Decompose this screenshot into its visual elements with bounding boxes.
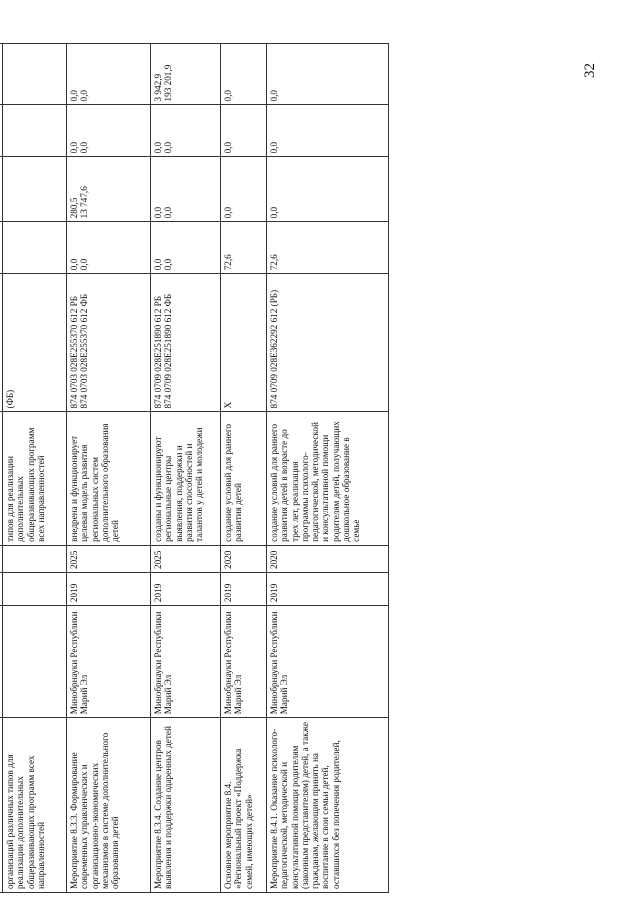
start-year-cell: 2019	[267, 573, 389, 606]
amount-2022-cell	[3, 44, 67, 105]
budget-classification-cell: (ФБ)	[3, 274, 67, 412]
amount-2020-cell: 0,0 0,0	[151, 157, 221, 222]
amount-2019-cell: 0,0 0,0	[151, 222, 221, 274]
table-row	[3, 44, 67, 893]
budget-classification-cell: 874 0709 028E251890 612 РБ 874 0709 028E251890 612 ФБ	[151, 274, 221, 412]
end-year-cell	[3, 545, 67, 572]
start-year-cell	[3, 573, 67, 606]
activity-name-cell: организаций различных типов для реализации дополнительных общеразвивающих программ всех направленностей	[3, 718, 67, 893]
rotated-table-container	[0, 43, 622, 893]
amount-2022-cell: 0,0	[221, 44, 267, 105]
table-row	[151, 44, 221, 893]
responsible-executor-cell: Минобрнауки Республики Марий Эл	[221, 606, 267, 718]
amount-2019-cell: 72,6	[267, 222, 389, 274]
budget-classification-cell: 874 0703 028E255370 612 РБ 874 0703 028E255370 612 ФБ	[67, 274, 151, 412]
amount-2019-cell	[3, 222, 67, 274]
activity-name-cell: Основное мероприятие 8.4. «Региональный проект «Поддержка семей, имеющих детей»	[221, 718, 267, 893]
amount-2021-cell	[3, 105, 67, 157]
amount-2021-cell: 0,0 0,0	[67, 105, 151, 157]
amount-2021-cell: 0,0	[221, 105, 267, 157]
activity-name-cell: Мероприятие 8.3.3. Формирование современных управленческих и организационно-экономических механизмов в системе дополнительного образования детей	[67, 718, 151, 893]
start-year-cell: 2019	[67, 573, 151, 606]
activity-name-cell: Мероприятие 8.3.4. Создание центров выявления и поддержки одаренных детей	[151, 718, 221, 893]
budget-classification-cell: X	[221, 274, 267, 412]
page-number: 32	[582, 63, 598, 78]
end-year-cell: 2020	[267, 545, 389, 572]
amount-2022-cell: 3 942,9 193 201,9	[151, 44, 221, 105]
budget-table	[0, 43, 389, 893]
amount-2019-cell: 0,0 0,0	[67, 222, 151, 274]
budget-classification-cell: 874 0709 028E362292 612 (РБ)	[267, 274, 389, 412]
start-year-cell: 2019	[221, 573, 267, 606]
responsible-executor-cell: Минобрнауки Республики Марий Эл	[67, 606, 151, 718]
expected-result-cell: типов для реализации дополнительных общеразвивающих программ всех направленностей	[3, 412, 67, 545]
responsible-executor-cell: Минобрнауки Республики Марий Эл	[267, 606, 389, 718]
amount-2019-cell: 72,6	[221, 222, 267, 274]
table-body	[3, 44, 389, 893]
expected-result-cell: создание условий для раннего развития детей	[221, 412, 267, 545]
amount-2020-cell: 280,5 13 747,6	[67, 157, 151, 222]
end-year-cell: 2025	[67, 545, 151, 572]
expected-result-cell: созданы и функционируют региональные центры выявления, поддержки и развития способностей и талантов у детей и молодежи	[151, 412, 221, 545]
table-row	[267, 44, 389, 893]
responsible-executor-cell	[3, 606, 67, 718]
table-row	[67, 44, 151, 893]
amount-2020-cell: 0,0	[267, 157, 389, 222]
amount-2022-cell: 0,0 0,0	[67, 44, 151, 105]
activity-name-cell: Мероприятие 8.4.1. Оказание психолого-педагогической, методической и консультативной помощи родителям (законным представителям) детей, а также гражданам, желающим принять на воспитание в свои семьи детей, оставшихся без попечения родителей,	[267, 718, 389, 893]
amount-2020-cell	[3, 157, 67, 222]
end-year-cell: 2025	[151, 545, 221, 572]
responsible-executor-cell: Минобрнауки Республики Марий Эл	[151, 606, 221, 718]
amount-2022-cell: 0,0	[267, 44, 389, 105]
table-row	[221, 44, 267, 893]
expected-result-cell: внедрена и функционирует целевая модель развития региональных систем дополнительного образования детей	[67, 412, 151, 545]
expected-result-cell: создание условий для раннего развития детей в возрасте до трех лет, реализация программы психолого-педагогической, методической и консультативной помощи родителям детей, получающих дошкольное образование в семье	[267, 412, 389, 545]
end-year-cell: 2020	[221, 545, 267, 572]
amount-2021-cell: 0,0 0,0	[151, 105, 221, 157]
start-year-cell: 2019	[151, 573, 221, 606]
amount-2021-cell: 0,0	[267, 105, 389, 157]
amount-2020-cell: 0,0	[221, 157, 267, 222]
